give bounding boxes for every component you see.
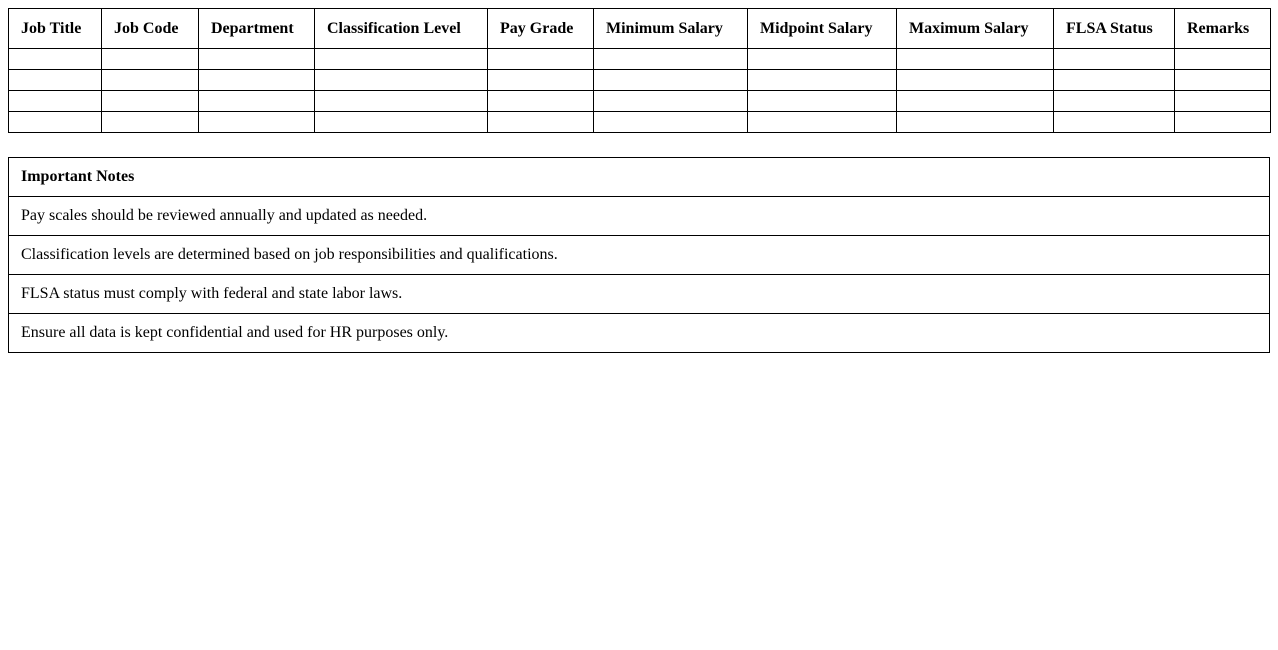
table-cell[interactable] — [748, 70, 897, 91]
table-cell[interactable] — [488, 112, 594, 133]
table-cell[interactable] — [315, 70, 488, 91]
header-flsa-status: FLSA Status — [1054, 9, 1175, 49]
table-cell[interactable] — [748, 49, 897, 70]
table-cell[interactable] — [897, 91, 1054, 112]
table-cell[interactable] — [1175, 112, 1271, 133]
table-cell[interactable] — [594, 91, 748, 112]
table-cell[interactable] — [748, 112, 897, 133]
note-row — [9, 275, 1270, 314]
note-item: FLSA status must comply with federal and state labor laws. — [9, 275, 1270, 314]
header-minimum-salary: Minimum Salary — [594, 9, 748, 49]
table-cell[interactable] — [748, 91, 897, 112]
table-cell[interactable] — [315, 91, 488, 112]
note-row — [9, 197, 1270, 236]
table-row — [9, 49, 1271, 70]
header-maximum-salary: Maximum Salary — [897, 9, 1054, 49]
table-cell[interactable] — [315, 112, 488, 133]
notes-title: Important Notes — [9, 158, 1270, 197]
table-cell[interactable] — [9, 49, 102, 70]
table-cell[interactable] — [199, 49, 315, 70]
header-department: Department — [199, 9, 315, 49]
table-cell[interactable] — [594, 112, 748, 133]
header-job-code: Job Code — [102, 9, 199, 49]
table-cell[interactable] — [1054, 70, 1175, 91]
table-cell[interactable] — [315, 49, 488, 70]
table-cell[interactable] — [897, 112, 1054, 133]
table-cell[interactable] — [9, 91, 102, 112]
document-page — [8, 8, 1270, 353]
table-cell[interactable] — [199, 70, 315, 91]
table-cell[interactable] — [1175, 70, 1271, 91]
table-cell[interactable] — [102, 91, 199, 112]
header-midpoint-salary: Midpoint Salary — [748, 9, 897, 49]
table-cell[interactable] — [594, 70, 748, 91]
table-cell[interactable] — [102, 112, 199, 133]
note-row — [9, 314, 1270, 353]
table-cell[interactable] — [488, 70, 594, 91]
header-classification-level: Classification Level — [315, 9, 488, 49]
table-cell[interactable] — [897, 49, 1054, 70]
table-cell[interactable] — [1175, 49, 1271, 70]
note-item: Pay scales should be reviewed annually and updated as needed. — [9, 197, 1270, 236]
note-row — [9, 236, 1270, 275]
note-item: Ensure all data is kept confidential and used for HR purposes only. — [9, 314, 1270, 353]
header-remarks: Remarks — [1175, 9, 1271, 49]
table-cell[interactable] — [102, 49, 199, 70]
table-row — [9, 91, 1271, 112]
header-job-title: Job Title — [9, 9, 102, 49]
table-cell[interactable] — [488, 49, 594, 70]
table-cell[interactable] — [1054, 91, 1175, 112]
table-cell[interactable] — [102, 70, 199, 91]
notes-header-row — [9, 158, 1270, 197]
note-item: Classification levels are determined based on job responsibilities and qualifications. — [9, 236, 1270, 275]
header-pay-grade: Pay Grade — [488, 9, 594, 49]
table-row — [9, 112, 1271, 133]
table-cell[interactable] — [199, 112, 315, 133]
table-row — [9, 70, 1271, 91]
table-cell[interactable] — [897, 70, 1054, 91]
table-cell[interactable] — [1054, 49, 1175, 70]
important-notes-table — [8, 157, 1270, 353]
table-cell[interactable] — [199, 91, 315, 112]
pay-scale-table — [8, 8, 1271, 133]
table-cell[interactable] — [9, 112, 102, 133]
table-cell[interactable] — [1054, 112, 1175, 133]
table-cell[interactable] — [9, 70, 102, 91]
table-cell[interactable] — [1175, 91, 1271, 112]
table-cell[interactable] — [594, 49, 748, 70]
table-cell[interactable] — [488, 91, 594, 112]
table-header-row — [9, 9, 1271, 49]
